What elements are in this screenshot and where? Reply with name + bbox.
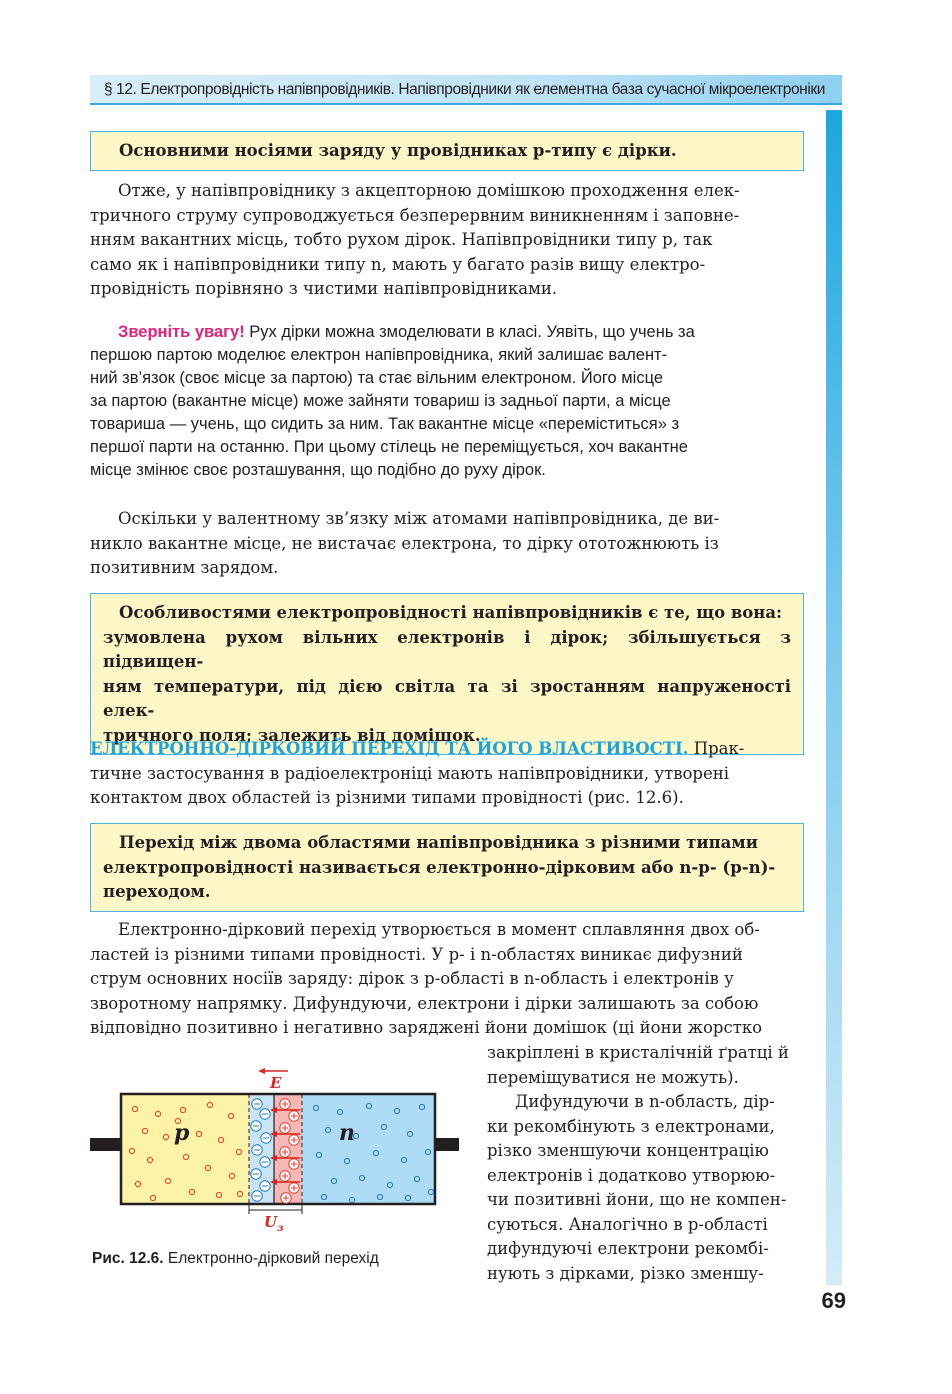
section-title: ЕЛЕКТРОННО-ДІРКОВИЙ ПЕРЕХІД ТА ЙОГО ВЛАСТИВОСТІ. (90, 739, 689, 758)
caption-text: Електронно-дірковий перехід (163, 1250, 379, 1267)
text-line: струм основних носіїв заряду: дірок з p-області в n-область і електронів у (90, 969, 734, 988)
note-first-line: Рух дірки можна змоделювати в класі. Уявіть, що учень за (244, 323, 695, 341)
text-line: переміщуватися не можуть). (487, 1067, 739, 1087)
u-label: U (264, 1213, 278, 1231)
n-label: n (339, 1120, 355, 1146)
p-label: p (174, 1120, 190, 1146)
note-line (90, 321, 804, 344)
note-line: першою партою моделює електрон напівпровідника, який залишає валент- (90, 346, 668, 364)
text-line: Оскільки у валентному зв’язку між атомами напівпровідника, де ви- (118, 509, 720, 528)
note-line: місце змінює своє розташування, що подібно до руху дірок. (90, 461, 546, 479)
paragraph-recombination (487, 1090, 804, 1286)
box-line: ням температури, під дією світла та зі зростанням напруженості елек- (103, 676, 791, 720)
right-terminal (434, 1138, 459, 1151)
text-line (90, 737, 804, 762)
page-number: 69 (821, 1288, 846, 1313)
figure-pn-junction (88, 1064, 463, 1232)
caption-label: Рис. 12.6. (92, 1250, 164, 1267)
text-line: відповідно позитивно і негативно заряджені йони домішок (ці йони жорстко (90, 1018, 763, 1037)
text-line: провідність порівняно з чистими напівпровідниками. (90, 279, 558, 298)
section-intro (90, 737, 804, 811)
text-line: тичне застосування в радіоелектроніці мають напівпровідники, утворені (90, 763, 730, 783)
text-line: зворотному напрямку. Дифундуючи, електрони і дірки залишають за собою (90, 993, 759, 1013)
note-line: першої парти на останню. При цьому стілець не переміщується, хоч вакантне (90, 438, 688, 456)
e-vector-arrowhead (258, 1068, 265, 1074)
text-line: само як і напівпровідники типу n, мають у багато разів вищу електро- (90, 254, 706, 274)
text-line: контактом двох областей із різними типами провідності (рис. 12.6). (90, 788, 684, 807)
u-subscript: з (277, 1223, 284, 1232)
definition-box-p-type (90, 131, 804, 171)
note-line: ний зв’язок (своє місце за партою) та стає вільним електроном. Його місце (90, 369, 664, 387)
text-line: Електронно-дірковий перехід утворюється в момент сплавляння двох об- (118, 920, 760, 939)
text-line: Отже, у напівпровіднику з акцепторною домішкою проходження елек- (118, 181, 740, 200)
note-line: товариша — учень, що сидить за ним. Так вакантне місце «переміститься» з (90, 415, 680, 433)
e-field-label: E (270, 1074, 282, 1092)
text-line: різко зменшуючи концентрацію (487, 1141, 769, 1160)
text-line: суються. Аналогічно в p-області (487, 1214, 768, 1234)
left-terminal (90, 1138, 122, 1151)
paragraph-acceptor-conduction (90, 179, 804, 302)
text-line: дифундуючі електрони рекомбі- (487, 1239, 769, 1258)
box-line: переходом. (103, 882, 211, 901)
n-region (302, 1094, 435, 1204)
box-line: електропровідності називається електронно-дірковим або n-p- (p-n)- (103, 857, 776, 877)
text-line: тричного струму супроводжується безперервним виникненням і заповне- (90, 205, 740, 225)
definition-box-pn-junction (90, 823, 804, 912)
figure-caption (92, 1250, 472, 1268)
text-line: Дифундуючи в n-область, дір- (515, 1092, 775, 1111)
definition-box-features (90, 593, 804, 755)
paragraph-hole-positive-charge (90, 507, 804, 581)
text-line: електронів і додатково утворюю- (487, 1165, 776, 1185)
page-header (90, 75, 842, 105)
attention-label: Зверніть увагу! (118, 323, 245, 341)
u-barrier-label (264, 1213, 283, 1232)
p-region (121, 1094, 249, 1204)
paragraph-ions-fixed (487, 1041, 804, 1090)
section-first-line: Прак- (688, 739, 745, 758)
box-line: Перехід між двома областями напівпровідника з різними типами (119, 833, 758, 852)
header-title: § 12. Електропровідність напівпровідників. Напівпровідники як елементна база сучасної мікроелектроніки (104, 81, 826, 98)
paragraph-junction-formation (90, 918, 804, 1041)
attention-note (90, 321, 804, 482)
note-line: за партою (вакантне місце) може зайняти товариш із задньої парти, а місце (90, 392, 671, 410)
text-line: позитивним зарядом. (90, 558, 279, 577)
text-line: никло вакантне місце, не вистачає електрона, то дірку ототожнюють із (90, 533, 719, 553)
box-line: Основними носіями заряду у провідниках p-типу є дірки. (119, 141, 677, 160)
text-line: ки рекомбінують з електронами, (487, 1116, 775, 1136)
text-line: чи позитивні йони, що не компен- (487, 1190, 787, 1209)
text-line: закріплені в кристалічній ґратці й (487, 1043, 789, 1062)
text-line: нують з дірками, різко зменшу- (487, 1263, 764, 1283)
box-line: зумовлена рухом вільних електронів і дірок; збільшується з підвищен- (103, 627, 791, 671)
text-line: ластей із різними типами провідності. У p- і n-областях виникає дифузний (90, 944, 743, 964)
box-line: тричного поля; залежить від домішок. (103, 725, 481, 745)
box-line: Особливостями електропровідності напівпровідників є те, що вона: (119, 603, 783, 622)
side-stripe (826, 110, 842, 1285)
text-line: нням вакантних місць, тобто рухом дірок. Напівпровідники типу p, так (90, 230, 713, 249)
